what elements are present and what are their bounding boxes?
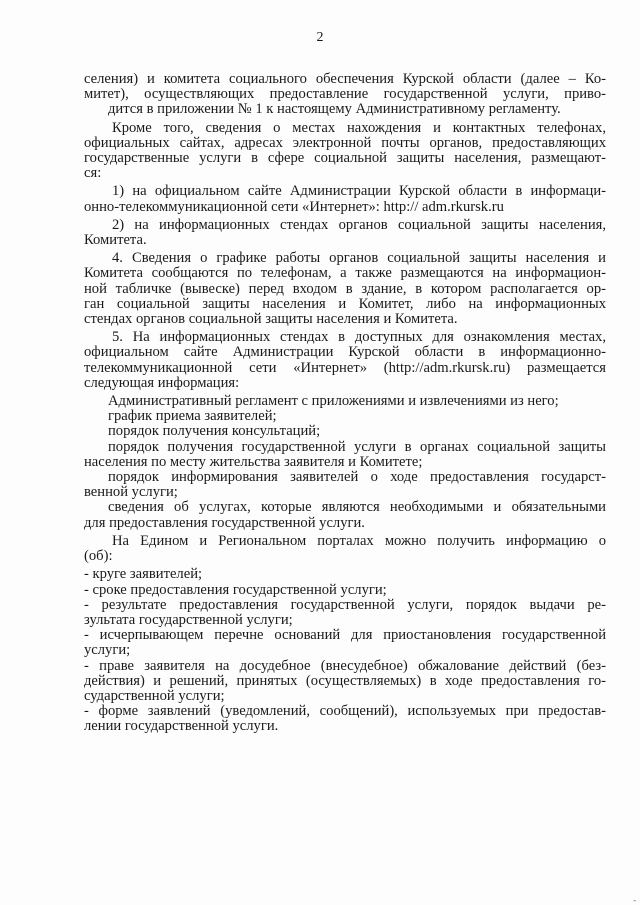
text-line: следующая информация: — [84, 374, 240, 391]
edge-mark: - — [633, 896, 636, 905]
text-line: дится в приложении № 1 к настоящему Административному регламенту. — [108, 101, 561, 118]
text-line: сведения об услугах, которые являются необходимыми и обязательными — [108, 499, 606, 516]
text-line: для предоставления государственной услуги. — [84, 514, 365, 531]
text-line: официальном сайте Администрации Курской области в информационно- — [84, 344, 606, 361]
text-line: селения) и комитета социального обеспечения Курской области (далее – Ко- — [84, 71, 606, 87]
text-line: порядок информирования заявителей о ходе предоставления государст- — [108, 469, 606, 486]
body-text — [84, 72, 606, 735]
text-line: официальных сайтах, адресах электронной почты органов, предоставляющих — [84, 134, 606, 151]
text-line: график приема заявителей; — [108, 408, 277, 425]
text-line: сударственной услуги; — [84, 687, 225, 704]
text-line: - исчерпывающем перечне оснований для приостановления государственной — [84, 627, 606, 644]
text-line: услуги; — [84, 642, 131, 659]
text-line: Комитета. — [84, 232, 147, 249]
text-line: Административный регламент с приложениями и извлечениями из него; — [108, 393, 559, 410]
text-line: - форме заявлений (уведомлений, сообщений), используемых при предостав- — [84, 703, 606, 720]
text-line: Кроме того, сведения о местах нахождения и контактных телефонах, — [112, 119, 606, 136]
text-line: Комитета сообщаются по телефонам, а также размещаются на информацион- — [84, 265, 606, 282]
text-line: - результате предоставления государственной услуги, порядок выдачи ре- — [84, 596, 606, 613]
text-line: государственные услуги в сфере социальной защиты населения, размещают- — [84, 150, 606, 167]
text-line: ной табличке (вывеске) перед входом в здание, в котором располагается ор- — [84, 280, 606, 297]
text-line: 2) на информационных стендах органов социальной защиты населения, — [112, 216, 606, 233]
text-line: - праве заявителя на досудебное (внесудебное) обжалование действий (без- — [84, 657, 606, 674]
text-line: 4. Сведения о графике работы органов социальной защиты населения и — [112, 250, 606, 267]
text-line: ся: — [84, 165, 102, 182]
text-line: порядок получения государственной услуги в органах социальной защиты — [108, 438, 606, 455]
text-line: 5. На информационных стендах в доступных для ознакомления местах, — [112, 329, 606, 346]
text-line: 1) на официальном сайте Администрации Курской области в информаци- — [112, 183, 606, 200]
text-line: порядок получения консультаций; — [108, 423, 321, 440]
text-line: онно-телекоммуникационной сети «Интернет»: http:// adm.rkursk.ru — [84, 198, 504, 215]
page-number: 2 — [316, 30, 324, 45]
text-line: населения по месту жительства заявителя и Комитете; — [84, 453, 423, 470]
text-line: телекоммуникационной сети «Интернет» (http://adm.rkursk.ru) размещается — [84, 359, 606, 376]
text-line: лении государственной услуги. — [84, 718, 279, 735]
text-line: (об): — [84, 548, 113, 565]
text-line: - сроке предоставления государственной услуги; — [84, 581, 387, 598]
text-line: стендах органов социальной защиты населения и Комитета. — [84, 311, 458, 328]
text-line: На Едином и Региональном порталах можно получить информацию о — [112, 532, 606, 549]
text-line: ган социальной защиты населения и Комитет, либо на информационных — [84, 295, 606, 312]
text-line: действия) и решений, принятых (осуществляемых) в ходе предоставления го- — [84, 672, 606, 689]
text-line: венной услуги; — [84, 484, 178, 501]
text-line: - круге заявителей; — [84, 566, 203, 583]
text-line: зультата государственной услуги; — [84, 611, 293, 628]
text-line: митет), осуществляющих предоставление государственной услуги, приво- — [84, 86, 606, 103]
